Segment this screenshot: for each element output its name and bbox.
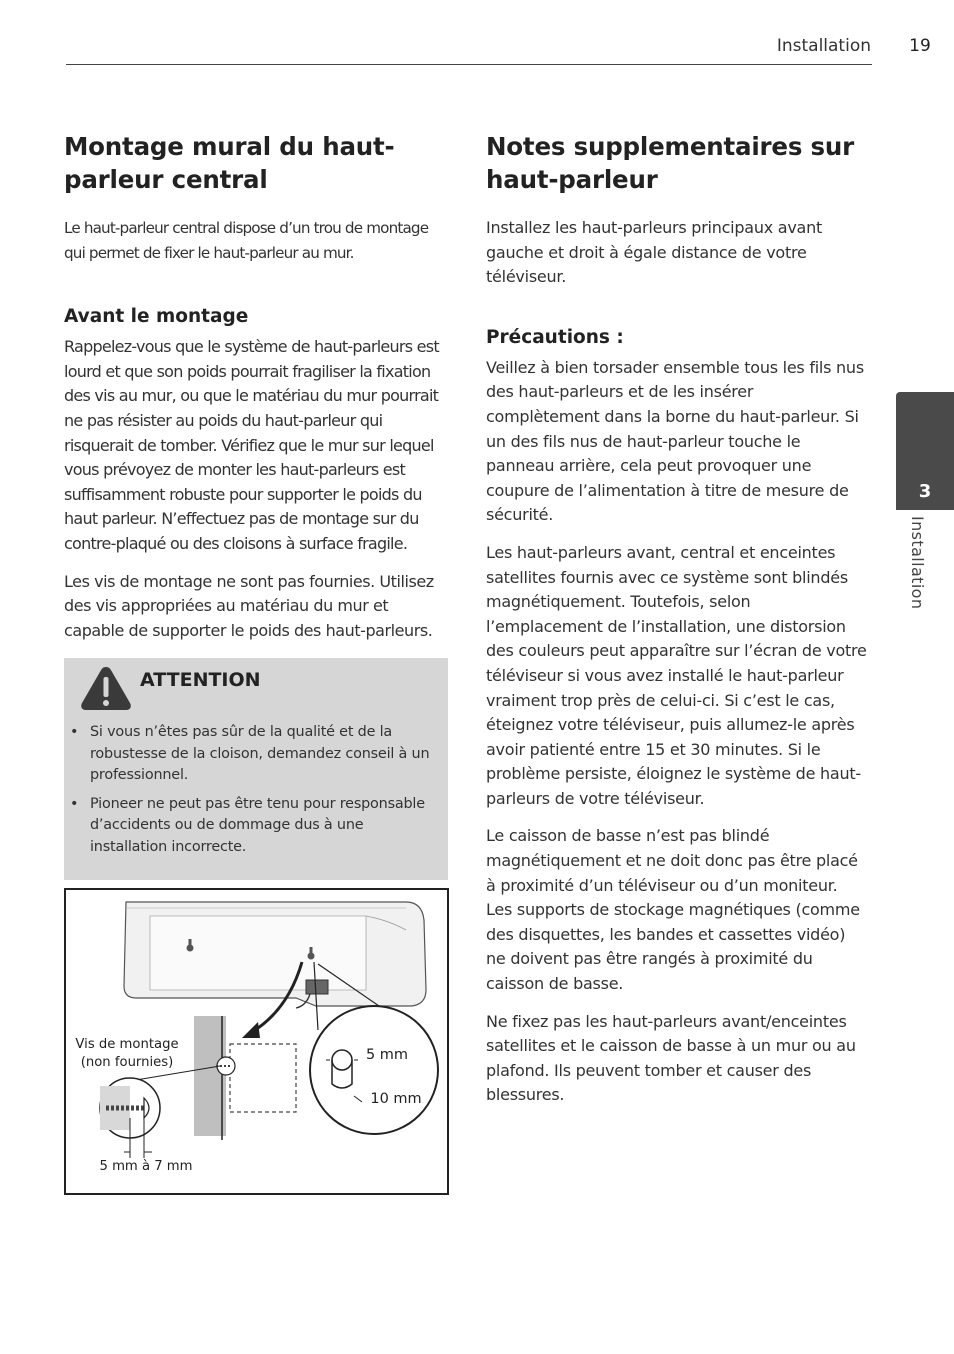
left-section-title: Montage mural du haut-parleur central <box>64 132 395 194</box>
attention-list <box>64 722 448 865</box>
precautions-paragraph: Le caisson de basse n’est pas blindé magnétiquement et ne doit donc pas être placé à proximité d’un téléviseur ou d’un moniteur. Les supports de stockage magnétiques (comme des disquettes, les bandes et cassettes vidéo) ne doivent pas être rangés à proximité du caisson de basse. <box>486 826 860 994</box>
attention-item: • Si vous n’êtes pas sûr de la qualité et de la robustesse de la cloison, demandez conseil à un professionnel. <box>64 722 448 787</box>
chapter-number: 3 <box>918 481 932 502</box>
chapter-tab <box>896 392 954 510</box>
hole-height-label: 10 mm <box>370 1091 422 1107</box>
screws-note-paragraph: Les vis de montage ne sont pas fournies. Utilisez des vis appropriées au matériau du mur et capable de supporter le poids des haut-parleurs. <box>64 571 434 640</box>
right-column <box>486 130 868 1121</box>
attention-item: • Pioneer ne peut pas être tenu pour responsable d’accidents ou de dommage dus à une installation incorrecte. <box>64 794 448 859</box>
attention-label: ATTENTION <box>140 669 261 691</box>
avant-montage-paragraph: Rappelez-vous que le système de haut-parleurs est lourd et que son poids pourrait fragiliser la fixation des vis au mur, ou que le matériau du mur pourrait ne pas résister au poids du haut-parleur qui risquerait de tomber. Vérifiez que le mur sur lequel vous prévoyez de monter les haut-parleurs est suffisamment robuste pour supporter le poids du haut parleur. N’effectuez pas de montage sur du contre-plaqué ou des cloisons à surface fragile. <box>64 337 439 553</box>
wall-mount-figure <box>64 888 449 1195</box>
page-number: 19 <box>909 36 931 56</box>
right-section-title: Notes supplementaires sur haut-parleur <box>486 132 855 194</box>
precautions-paragraph: Ne fixez pas les haut-parleurs avant/enceintes satellites et le caisson de basse à un mur ou au plafond. Ils peuvent tomber et causer des blessures. <box>486 1011 856 1105</box>
header-rule <box>66 64 872 65</box>
left-column <box>64 130 450 656</box>
left-intro-paragraph: Le haut-parleur central dispose d’un trou de montage qui permet de fixer le haut-parleur au mur. <box>64 219 429 262</box>
hole-width-label: 5 mm <box>365 1047 409 1063</box>
precautions-paragraph: Veillez à bien torsader ensemble tous les fils nus des haut-parleurs et de les insérer complètement dans la borne du haut-parleur. Si un des fils nus de haut-parleur touche le panneau arrière, cela peut provoquer une coupure de l’alimentation à titre de mesure de sécurité. <box>486 357 864 525</box>
precautions-heading: Précautions : <box>486 326 624 348</box>
right-intro-paragraph: Installez les haut-parleurs principaux avant gauche et droit à égale distance de votre téléviseur. <box>486 218 823 287</box>
screw-label-line1: Vis de montage <box>75 1037 179 1052</box>
running-header-section: Installation <box>776 36 871 56</box>
avant-montage-heading: Avant le montage <box>64 306 249 328</box>
screw-label-line2: (non fournies) <box>80 1055 174 1070</box>
depth-label: 5 mm à 7 mm <box>99 1159 193 1174</box>
screw-label <box>68 1036 186 1072</box>
attention-box <box>64 658 448 880</box>
precautions-paragraph: Les haut-parleurs avant, central et enceintes satellites fournis avec ce système sont blindés magnétiquement. Toutefois, selon l’emplacement de l’installation, une distorsion des couleurs peut apparaître sur l’écran de votre téléviseur si vous avez installé le haut-parleur vraiment trop près de celui-ci. Si c’est le cas, éteignez votre téléviseur, puis allumez-le après avoir patienté entre 15 et 30 minutes. Si le problème persiste, éloignez le système de haut-parleurs de votre téléviseur. <box>486 542 867 808</box>
warning-icon <box>78 664 134 712</box>
chapter-label: Installation <box>908 516 927 610</box>
